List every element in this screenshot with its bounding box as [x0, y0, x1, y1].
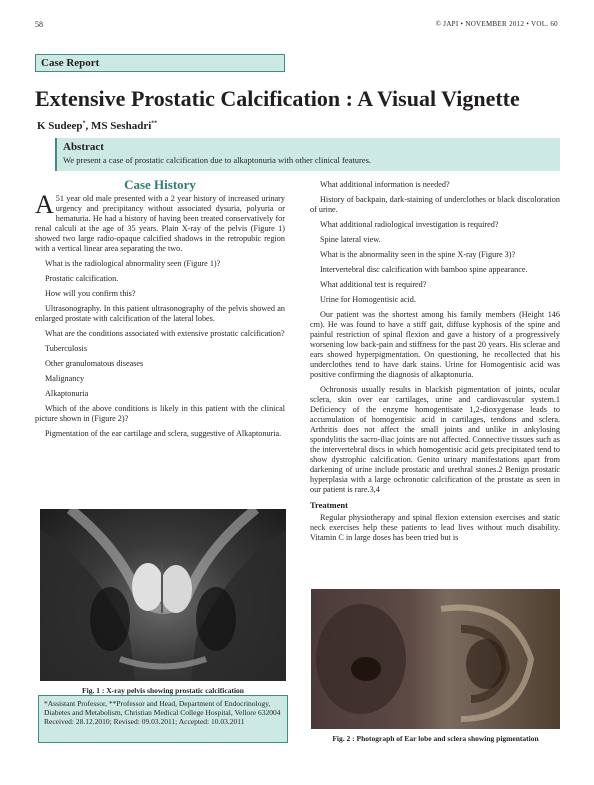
paragraph: Spine lateral view. — [320, 235, 381, 244]
paragraph: Pigmentation of the ear cartilage and sclera, suggestive of Alkaptonuria. — [45, 429, 282, 438]
intro-paragraph — [35, 190, 285, 254]
abstract-text: We present a case of prostatic calcification due to alkaptonuria with other clinical features. — [63, 155, 372, 165]
received-dates: Received: 28.12.2010; Revised: 09.03.2011; Accepted: 10.03.2011 — [44, 717, 245, 726]
paragraph: What additional information is needed? — [320, 180, 450, 189]
article-title: Extensive Prostatic Calcification : A Visual Vignette — [35, 86, 520, 111]
paragraph: What additional radiological investigation is required? — [320, 220, 499, 229]
paragraph: What is the radiological abnormality seen (Figure 1)? — [45, 259, 221, 268]
left-paragraphs — [35, 259, 285, 439]
author-1-mark: * — [82, 120, 86, 127]
page-number: 58 — [35, 20, 43, 29]
section-label: Case Report — [35, 54, 285, 72]
paragraph: Other granulomatous diseases — [45, 359, 144, 368]
abstract-box — [55, 138, 560, 171]
paragraph: What is the abnormality seen in the spine X-ray (Figure 3)? — [320, 250, 516, 259]
paragraph: Prostatic calcification. — [45, 274, 119, 283]
paragraph: Our patient was the shortest among his family members (Height 146 cm). He was found to have a stiff gait, diffuse kyphosis of the spine and painful restriction of spinal flexion and gave a history of a progressively worsening low back-pain and stiffness for the past 20 years. His sclerae and ears showed hyperpigmentation. On questioning, he recollected that his underclothes tend to have dark stains. Urine for Homogentisic acid was positive confirming the diagnosis of alkaptonuria. — [310, 310, 560, 379]
paragraph: Ochronosis usually results in blackish pigmentation of joints, ocular sclera, skin over ear cartilages, urine and cardiovascular system.1 Deficiency of the enzyme homogentisate 1,2-dioxygenase leads to accumulation of homogentisic acid in cartilages, tendons and sclera. Arthritis does not affect the small joints and unlike in ankylosing spondylitis the sacro-iliac joints are not affected. Connective tissues such as the intervertebral discs in which homogentisic acid gets precipitated tend to show dystrophic calcification. Genito urinary manifestations apart from darkening of urine include prostatic and urethral stones.2 Benign prostatic hyperplasia with a large ochronotic calcification of the prostate as seen in our patient is rare.3,4 — [310, 385, 560, 494]
paragraph: What additional test is required? — [320, 280, 427, 289]
right-paragraphs — [310, 180, 560, 495]
xray-pelvis-image — [40, 509, 286, 681]
paragraph: Tuberculosis — [45, 344, 88, 353]
paragraph: History of backpain, dark-staining of underclothes or black discoloration of urine. — [310, 195, 560, 214]
authors — [37, 120, 157, 132]
journal-header: © JAPI • NOVEMBER 2012 • VOL. 60 — [435, 20, 558, 28]
figure-1-caption: Fig. 1 : X-ray pelvis showing prostatic calcification — [82, 686, 244, 695]
affiliation: *Assistant Professor, **Professor and Head, Department of Endocrinology, Diabetes and Metabolism, Christian Medical College Hospital, Vellore 632004 — [44, 699, 281, 717]
intro-text: 51 year old male presented with a 2 year history of increased urinary urgency and precipitancy without associated dysuria, polyuria or hematuria. He had a history of having been treated conservatively for renal calculi at the age of 35 years. Plain X-ray of the pelvis (Figure 1) showed two large radio-opaque calcified shadows in the retropubic region with a vertical linear area separating the two. — [35, 194, 285, 253]
paragraph: How will you confirm this? — [45, 289, 136, 298]
author-2: , MS Seshadri — [85, 120, 152, 132]
left-column — [35, 177, 285, 444]
footnote-box — [38, 695, 288, 743]
author-2-mark: ** — [151, 120, 158, 127]
paragraph: Alkaptonuria — [45, 389, 89, 398]
right-column — [310, 180, 560, 548]
abstract-heading: Abstract — [63, 141, 104, 153]
paragraph: Urine for Homogentisic acid. — [320, 295, 416, 304]
case-history-heading: Case History — [124, 177, 196, 192]
ear-sclera-photo — [311, 589, 560, 729]
figure-2-caption: Fig. 2 : Photograph of Ear lobe and sclera showing pigmentation — [332, 734, 539, 743]
paragraph: Malignancy — [45, 374, 85, 383]
treatment-heading: Treatment — [310, 500, 348, 510]
paragraph: Ultrasonography. In this patient ultrasonography of the pelvis showed an enlarged prostate with calcification of the lateral lobes. — [35, 304, 285, 323]
paragraph: What are the conditions associated with extensive prostatic calcification? — [45, 329, 285, 338]
dropcap: A — [35, 190, 54, 219]
paragraph: Intervertebral disc calcification with bamboo spine appearance. — [320, 265, 528, 274]
treatment-text: Regular physiotherapy and spinal flexion extension exercises and static neck exercises help these patients to lead lives without much disability. Vitamin C in large doses has been tried but is — [310, 513, 560, 542]
paragraph: Which of the above conditions is likely in this patient with the clinical picture shown in (Figure 2)? — [35, 404, 285, 423]
author-1: K Sudeep — [37, 120, 83, 132]
